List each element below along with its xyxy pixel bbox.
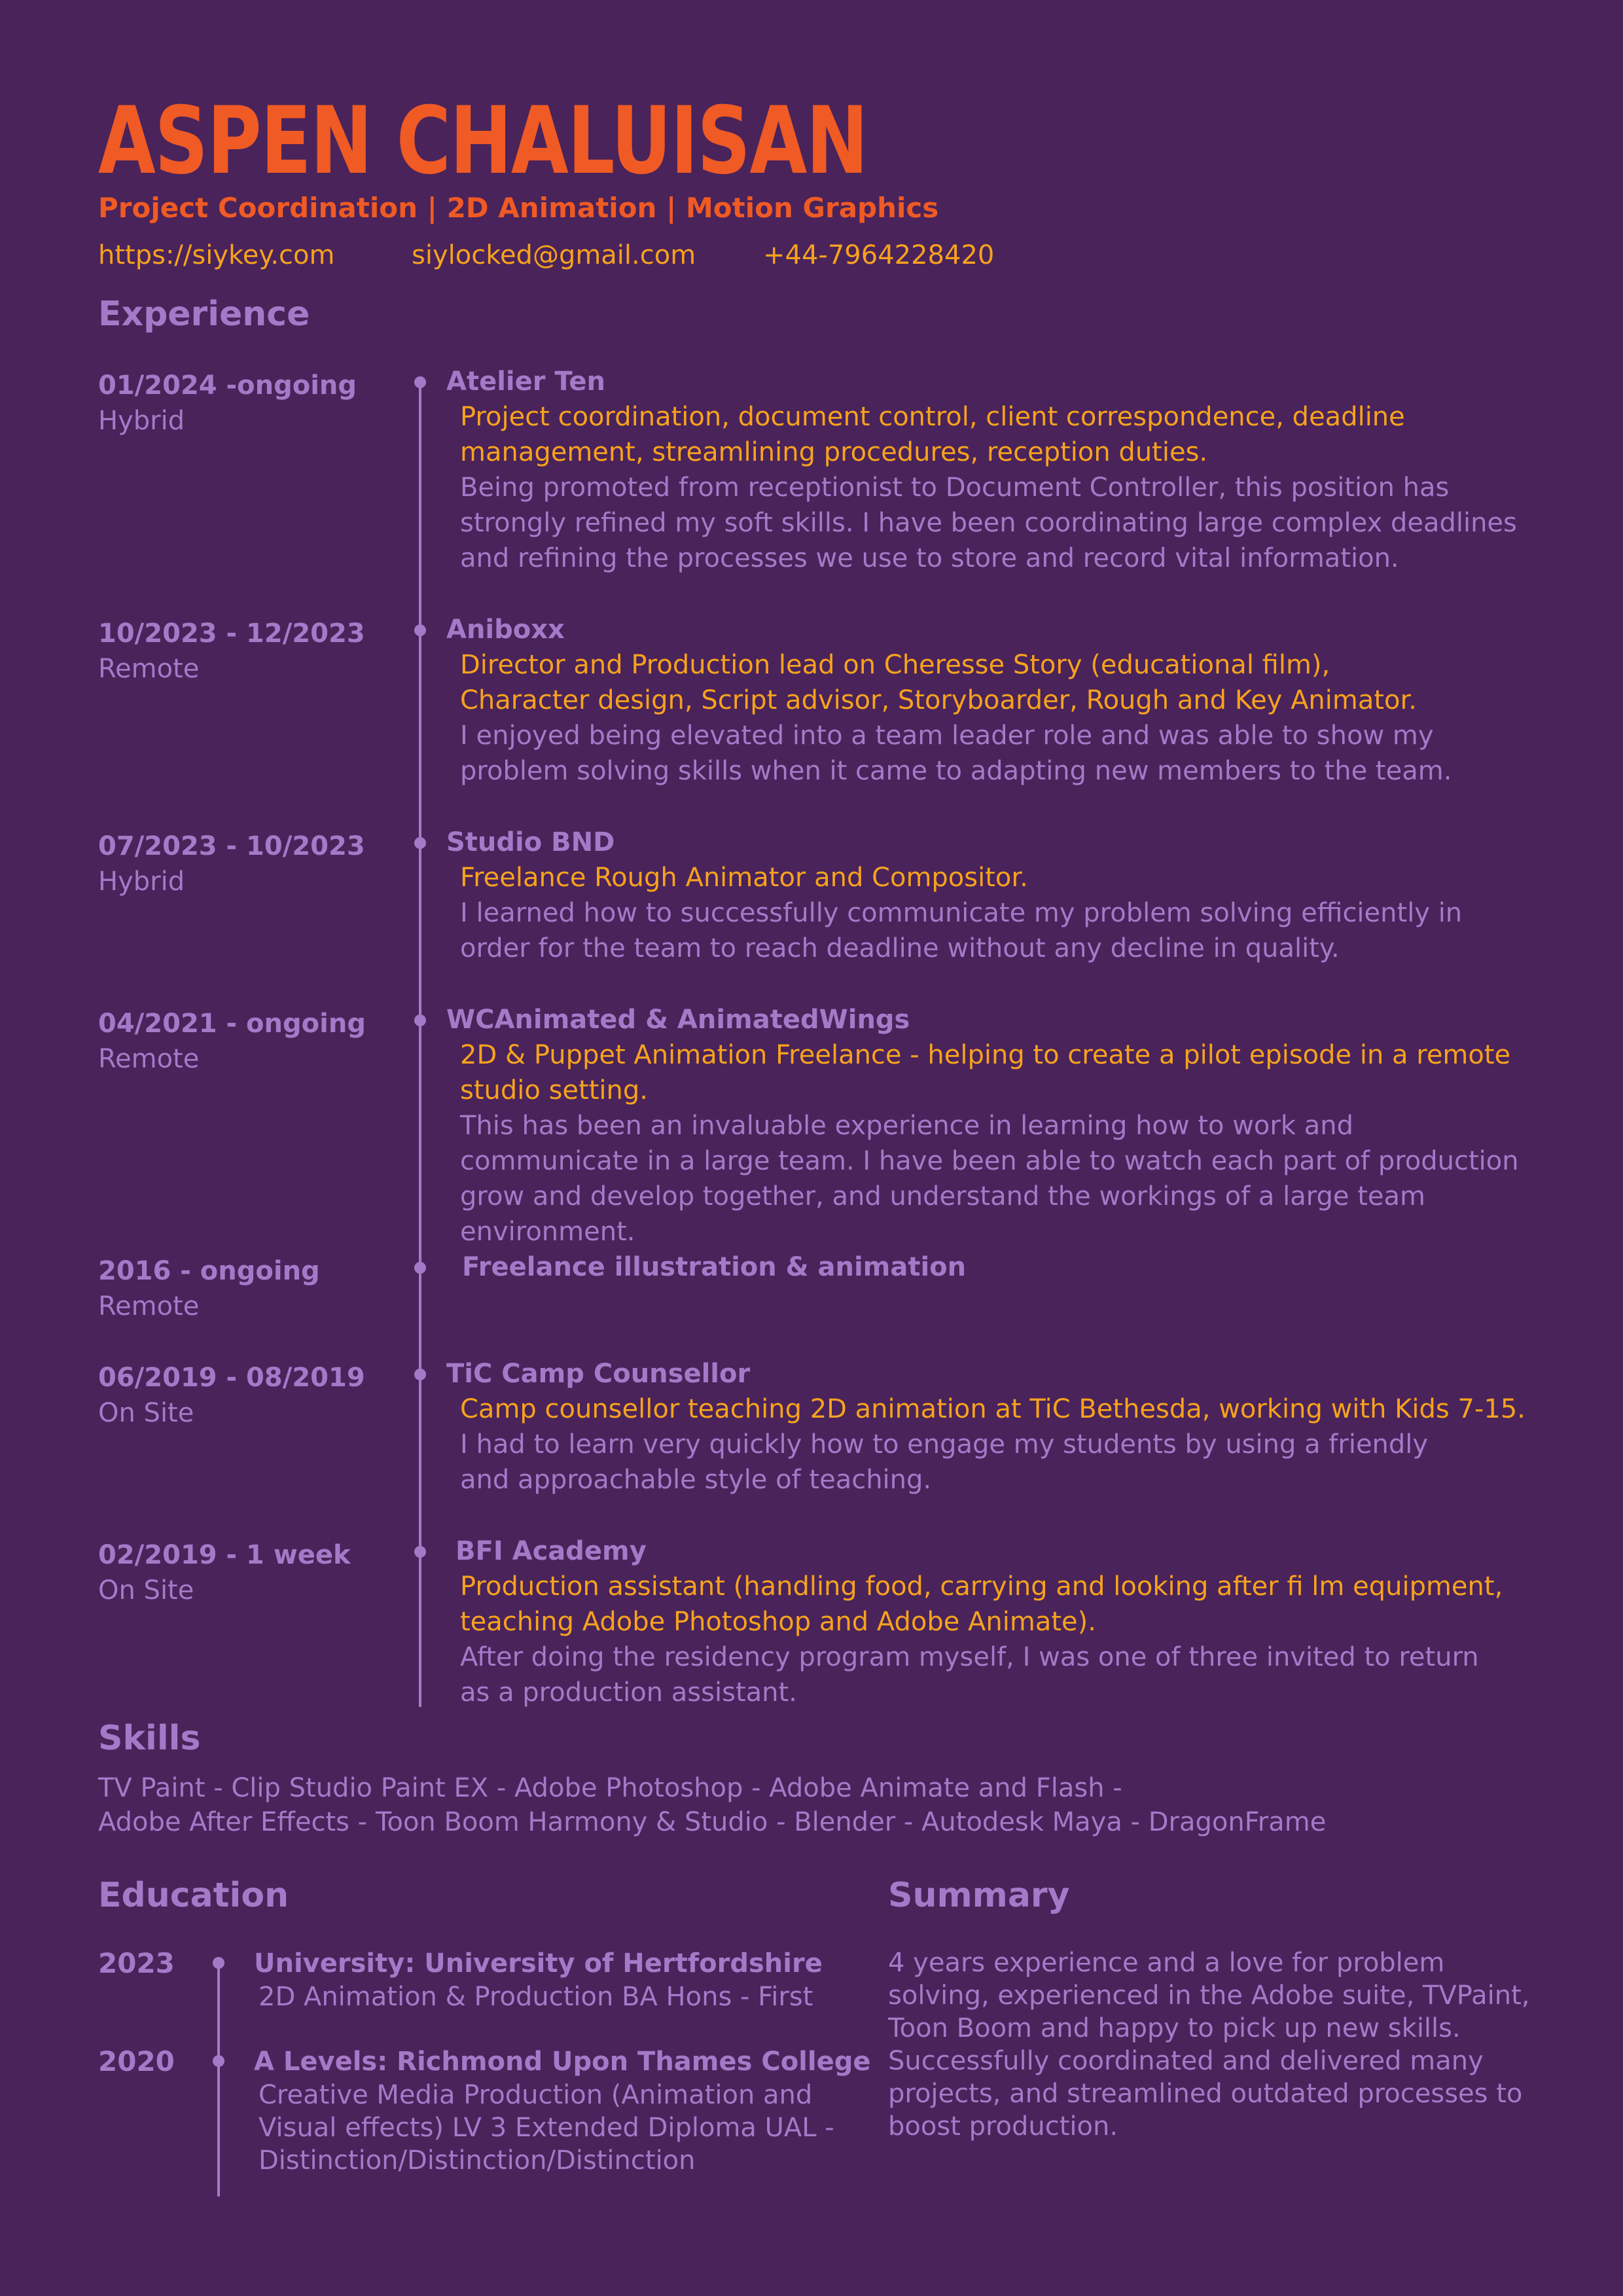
experience-description: I learned how to successfully communicate my problem solving efficiently in order for the team to reach deadline without any decline in quality. [460, 898, 1463, 963]
education-detail: Creative Media Production (Animation and Visual effects) LV 3 Extended Diploma UAL - Distinction/Distinction/Distinction [259, 2080, 834, 2176]
experience-date: 02/2019 - 1 week [98, 1540, 351, 1570]
experience-date: 01/2024 -ongoing [98, 370, 357, 401]
experience-company: BFI Academy [455, 1536, 647, 1566]
experience-date: 07/2023 - 10/2023 [98, 831, 365, 861]
experience-company: Aniboxx [446, 615, 565, 645]
timeline-dot [414, 1546, 426, 1558]
timeline-dot [213, 2055, 224, 2067]
education-year: 2020 [98, 2045, 175, 2077]
education-year: 2023 [98, 1947, 175, 1979]
experience-role: Project coordination, document control, client correspondence, deadline management, streamlining procedures, reception duties. [460, 402, 1405, 467]
summary-text: 4 years experience and a love for problem solving, experienced in the Adobe suite, TVPaint, Toon Boom and happy to pick up new skills. Successfully coordinated and delivered many projects, and streamlined outdated processes to boost production. [888, 1948, 1530, 2142]
timeline-dot [213, 1957, 224, 1969]
education-timeline [217, 1962, 220, 2197]
experience-role: 2D & Puppet Animation Freelance - helping to create a pilot episode in a remote studio setting. [460, 1040, 1511, 1105]
candidate-name: ASPEN CHALUISAN [98, 87, 868, 195]
timeline-dot [414, 624, 426, 636]
experience-description: Being promoted from receptionist to Document Controller, this position has strongly refined my soft skills. I have been coordinating large complex deadlines and refining the processes we use to store and record vital information. [460, 473, 1517, 573]
experience-company: TiC Camp Counsellor [446, 1359, 751, 1389]
experience-date: 06/2019 - 08/2019 [98, 1363, 365, 1393]
experience-role: Director and Production lead on Cheresse Story (educational film), Character design, Script advisor, Storyboarder, Rough and Key Animator. [460, 650, 1418, 715]
experience-role: Freelance Rough Animator and Compositor. [460, 863, 1028, 893]
experience-mode: Remote [98, 654, 200, 684]
experience-company: Atelier Ten [446, 367, 605, 397]
experience-mode: Remote [98, 1291, 200, 1321]
timeline-dot [414, 376, 426, 388]
experience-timeline [419, 382, 421, 1707]
education-school: A Levels: Richmond Upon Thames College [254, 2047, 871, 2077]
experience-description: I enjoyed being elevated into a team leader role and was able to show my problem solving skills when it came to adapting new members to the team. [460, 721, 1452, 786]
experience-mode: On Site [98, 1398, 194, 1428]
experience-mode: Hybrid [98, 406, 185, 436]
education-detail: 2D Animation & Production BA Hons - First [259, 1982, 813, 2012]
experience-description: After doing the residency program myself, I was one of three invited to return as a production assistant. [460, 1642, 1479, 1708]
candidate-subtitle: Project Coordination | 2D Animation | Motion Graphics [98, 192, 939, 224]
timeline-dot [414, 1014, 426, 1026]
experience-company: Studio BND [446, 827, 615, 857]
skills-line: Adobe After Effects - Toon Boom Harmony & Studio - Blender - Autodesk Maya - DragonFrame [98, 1807, 1327, 1837]
experience-description: I had to learn very quickly how to engage my students by using a friendly and approachable style of teaching. [460, 1429, 1429, 1495]
experience-date: 10/2023 - 12/2023 [98, 619, 365, 649]
timeline-dot [414, 1369, 426, 1380]
summary-heading: Summary [888, 1876, 1070, 1915]
education-heading: Education [98, 1876, 289, 1915]
skills-line: TV Paint - Clip Studio Paint EX - Adobe Photoshop - Adobe Animate and Flash - [98, 1773, 1122, 1803]
email-link[interactable]: siylocked@gmail.com [412, 240, 696, 270]
experience-date: 04/2021 - ongoing [98, 1009, 366, 1039]
education-school: University: University of Hertfordshire [254, 1948, 823, 1979]
skills-heading: Skills [98, 1719, 201, 1758]
experience-description: This has been an invaluable experience in learning how to work and communicate in a large team. I have been able to watch each part of production grow and develop together, and understand the workings of a large team environment. [460, 1111, 1519, 1247]
website-link[interactable]: https://siykey.com [98, 240, 335, 270]
experience-mode: Remote [98, 1044, 200, 1074]
experience-role: Camp counsellor teaching 2D animation at TiC Bethesda, working with Kids 7-15. [460, 1394, 1525, 1424]
skills-list [98, 1771, 1538, 1839]
experience-mode: On Site [98, 1575, 194, 1605]
experience-date: 2016 - ongoing [98, 1256, 320, 1286]
experience-role: Production assistant (handling food, carrying and looking after fi lm equipment, teaching Adobe Photoshop and Adobe Animate). [460, 1571, 1503, 1637]
timeline-dot [414, 1262, 426, 1274]
experience-mode: Hybrid [98, 867, 185, 897]
experience-company: WCAnimated & AnimatedWings [446, 1005, 910, 1035]
experience-heading: Experience [98, 295, 310, 334]
experience-company: Freelance illustration & animation [462, 1252, 967, 1282]
timeline-dot [414, 837, 426, 849]
phone-number: +44-7964228420 [763, 240, 995, 270]
